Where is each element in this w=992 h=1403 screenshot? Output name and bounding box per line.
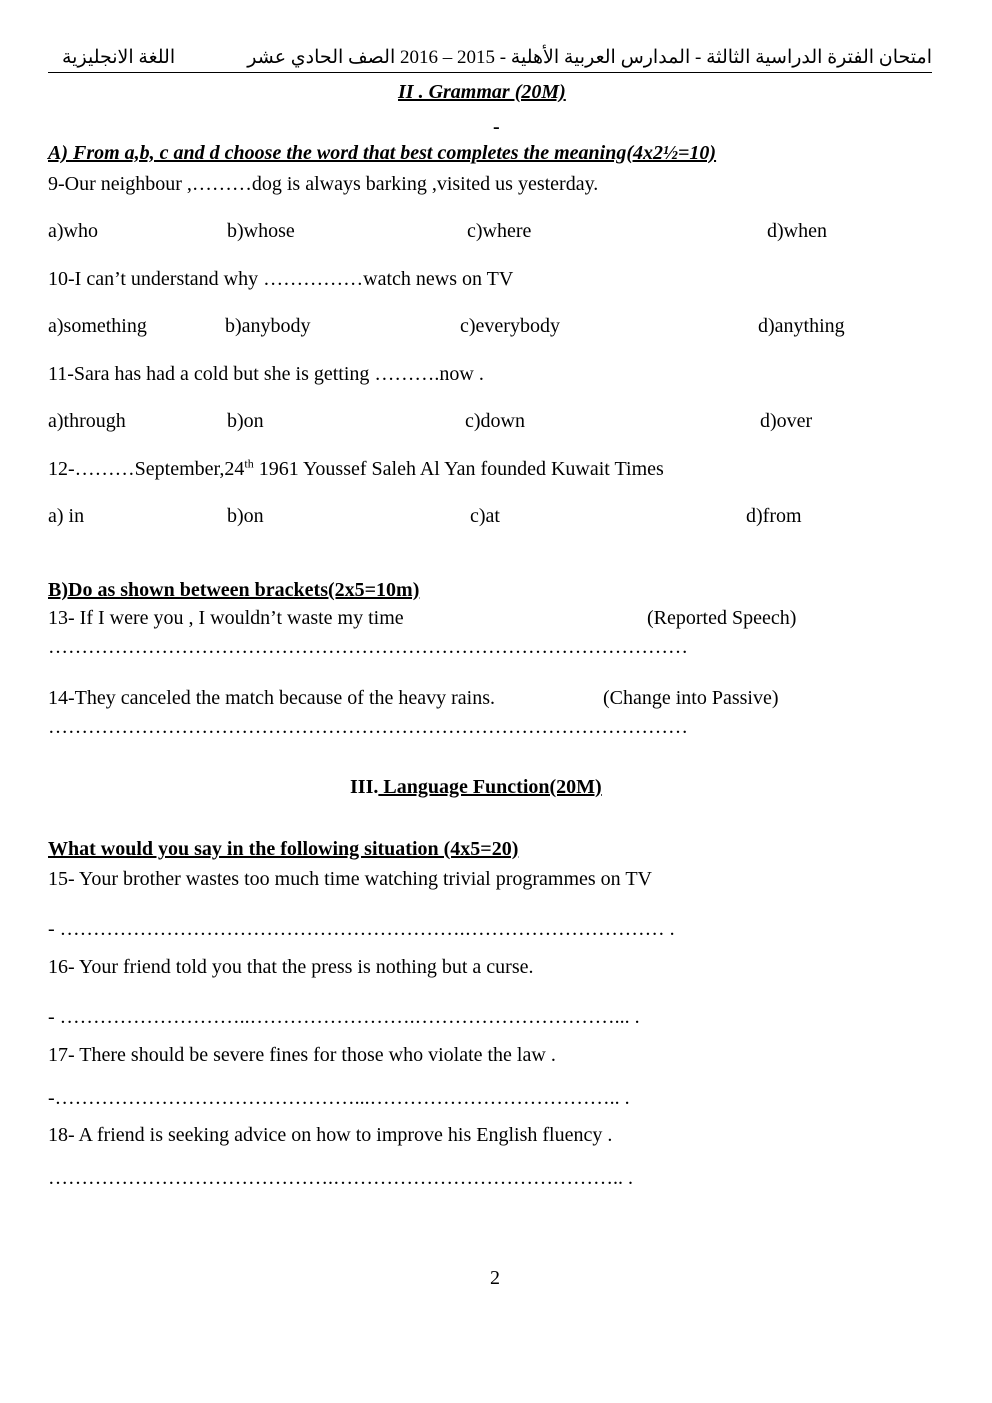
q12-option-c: c)at <box>470 505 500 527</box>
question-10: 10-I can’t understand why ……………watch news on TV <box>48 268 514 290</box>
q9-option-b: b)whose <box>227 220 295 242</box>
question-15: 15- Your brother wastes too much time watching trivial programmes on TV <box>48 868 652 890</box>
exam-title-arabic: امتحان الفترة الدراسية الثالثة - المدارس العربية الأهلية - 2015 – 2016 الصف الحادي عشر <box>247 47 932 68</box>
q12-stem-before: 12-………September,24 <box>48 458 245 480</box>
q10-option-b: b)anybody <box>225 315 311 337</box>
question-16: 16- Your friend told you that the press is nothing but a curse. <box>48 956 534 978</box>
q12-option-d: d)from <box>746 505 802 527</box>
q10-option-c: c)everybody <box>460 315 560 337</box>
question-9: 9-Our neighbour ,………dog is always barking ,visited us yesterday. <box>48 173 599 195</box>
q9-option-a: a)who <box>48 220 98 242</box>
grammar-title: II . Grammar (20M) <box>398 81 566 103</box>
q12-option-a: a) in <box>48 505 85 527</box>
question-18: 18- A friend is seeking advice on how to improve his English fluency . <box>48 1124 613 1146</box>
page-number: 2 <box>490 1267 500 1289</box>
q16-answer-line: - ………………………..…………………….…………………………... . <box>48 1006 640 1028</box>
q11-option-a: a)through <box>48 410 126 432</box>
q12-stem-sup: th <box>244 456 254 471</box>
lf-title-prefix: III. <box>350 776 379 798</box>
q10-option-d: d)anything <box>758 315 845 337</box>
q10-option-a: a)something <box>48 315 147 337</box>
q14-instruction: (Change into Passive) <box>603 687 779 709</box>
section-a-heading: A) From a,b, c and d choose the word that best completes the meaning(4x2½=10) <box>48 142 717 164</box>
q11-option-d: d)over <box>760 410 813 432</box>
question-11-text: 11-Sara has had a cold but she is getting ……….now . <box>48 363 484 385</box>
q15-answer-line: - …………………………………………………….………………………… . <box>48 918 675 940</box>
q9-option-c: c)where <box>467 220 532 242</box>
q18-answer-line: …………………………………….…………………………………….. . <box>48 1167 633 1189</box>
section-b-heading: B)Do as shown between brackets(2x5=10m) <box>48 579 420 601</box>
q13-answer-line: …………………………………………………………………………………… <box>48 636 688 658</box>
q12-option-b: b)on <box>227 505 264 527</box>
question-17: 17- There should be severe fines for those who violate the law . <box>48 1044 556 1066</box>
q9-option-d: d)when <box>767 220 827 242</box>
q11-option-c: c)down <box>465 410 525 432</box>
q13-instruction: (Reported Speech) <box>647 607 797 629</box>
q11-option-b: b)on <box>227 410 264 432</box>
situation-heading: What would you say in the following situation (4x5=20) <box>48 838 519 860</box>
header-rule <box>48 72 932 73</box>
q12-stem-after: 1961 Youssef Saleh Al Yan founded Kuwait Times <box>253 458 664 480</box>
subject-arabic: اللغة الانجليزية <box>62 47 176 68</box>
question-11 <box>48 363 484 386</box>
question-12 <box>48 458 664 481</box>
language-function-title <box>350 776 602 799</box>
question-13: 13- If I were you , I wouldn’t waste my time <box>48 607 404 629</box>
q17-answer-line: -………………………………………...……………………………….. . <box>48 1087 630 1109</box>
separator-dash: - <box>493 116 500 138</box>
q14-answer-line: …………………………………………………………………………………… <box>48 716 688 738</box>
question-14: 14-They canceled the match because of the heavy rains. <box>48 687 496 709</box>
lf-title-text: Language Function(20M) <box>378 776 602 798</box>
